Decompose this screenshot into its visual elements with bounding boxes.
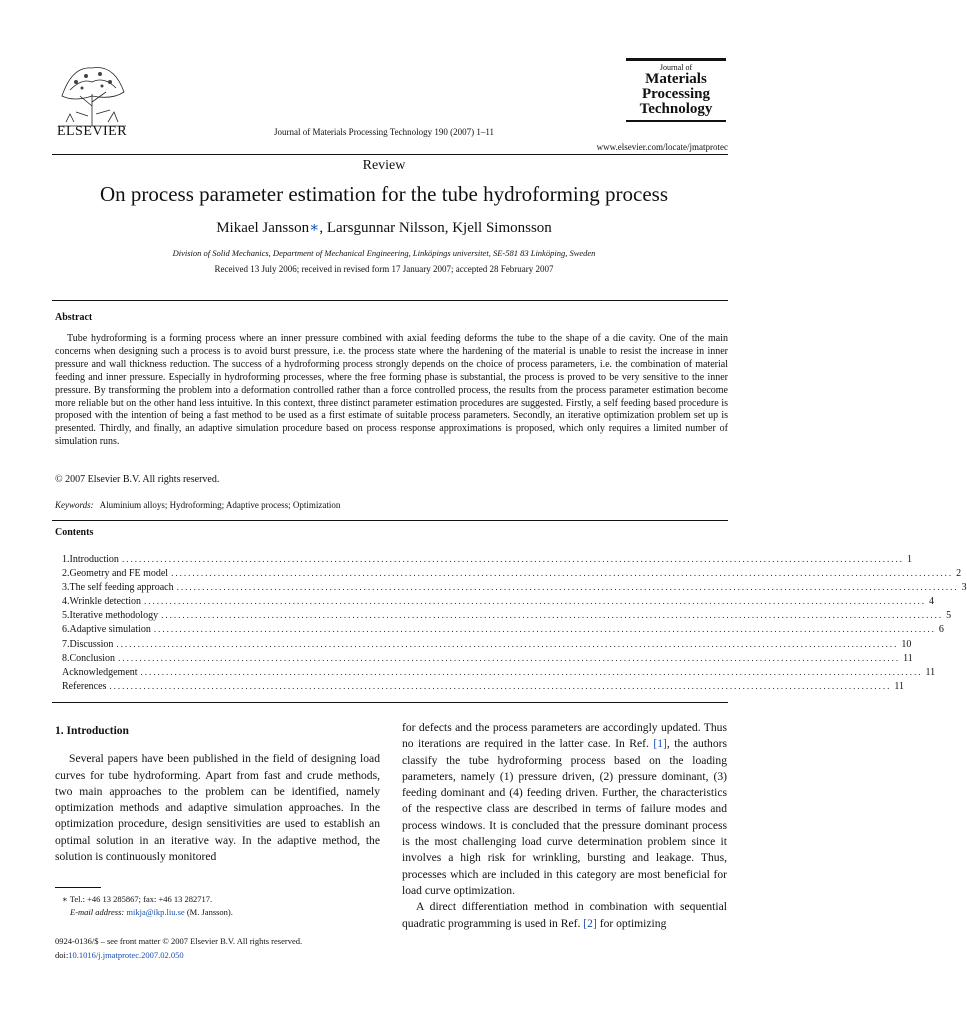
contents-top-rule [52, 520, 728, 521]
email-link[interactable]: mikja@ikp.liu.se [126, 907, 185, 917]
journal-box-small: Journal of [659, 63, 693, 72]
doi-line [55, 949, 302, 963]
toc-item[interactable] [62, 624, 944, 638]
toc-leader: ........................................................................................................................................................................................ [118, 652, 901, 663]
front-matter [55, 935, 302, 962]
journal-box-rule-bottom [626, 120, 726, 122]
toc-number: 7. [62, 638, 70, 650]
toc-label: The self feeding approach [69, 582, 174, 594]
toc-label: References [62, 680, 107, 692]
toc-page: 6 [938, 624, 944, 636]
toc-label: Conclusion [69, 652, 116, 664]
citation-link[interactable]: [1] [653, 737, 667, 751]
toc-leader: ........................................................................................................................................................................................ [121, 554, 904, 564]
intro-paragraph-continued [402, 720, 727, 899]
body-column-right [402, 720, 727, 932]
body-column-left [55, 720, 380, 865]
journal-url[interactable]: www.elsevier.com/locate/jmatprotec [596, 142, 728, 152]
paragraph-text: for defects and the process parameters are accordingly updated. Thus no iterations are required in the latter case. In Ref. [402, 721, 727, 751]
header-divider [52, 154, 728, 155]
toc-leader: ........................................................................................................................................................................................ [161, 610, 944, 621]
issn-line: 0924-0136/$ – see front matter © 2007 Elsevier B.V. All rights reserved. [55, 936, 303, 946]
table-of-contents [62, 554, 967, 695]
contents-heading: Contents [55, 527, 94, 538]
paragraph-text: A direct differentiation method in combination with sequential quadratic programming is used in Ref. [402, 900, 727, 930]
authors-rest: , Larsgunnar Nilsson, Kjell Simonsson [319, 220, 552, 236]
toc-number: 6. [62, 624, 70, 636]
toc-page: 11 [925, 666, 936, 678]
toc-leader: ........................................................................................................................................................................................ [109, 680, 892, 691]
keywords [55, 500, 340, 510]
toc-label: Wrinkle detection [69, 596, 142, 608]
paragraph-text: for optimizing [596, 916, 667, 930]
toc-number: 4. [62, 596, 70, 608]
toc-number: 5. [62, 610, 70, 622]
article-authors [0, 218, 768, 237]
intro-paragraph-2 [402, 899, 727, 932]
abstract-body: Tube hydroforming is a forming process where an inner pressure combined with axial feeding deforms the tube to the shape of a die cavity. One of the main concerns when designing such a process is to avoid burst pressure, i.e. the process state where the hardening of the material is unable to resist the increase in inner pressure and wall thickness reduction. The success of a hydroforming process strongly depends on the choice of process parameters, i.e. the combination of material feeding and inner pressure. Especially in hydroforming processes, where the free forming phase is substantial, the process is proved to be very sensitive to the inner pressure. By transforming the problem into a deformation controlled rather than a force controlled process, the results from the process parameter estimation become more reliable but on the other hand less intuitive. In this context, three distinct parameter estimation procedures are suggested. Firstly, a self feeding based procedure is proposed with the intention of being a fast method to be used as a first estimate of suitable process parameters. Secondly, an iterative optimization problem set up is presented. Thirdly, and finally, an adaptive simulation procedure based on process response approximations is proposed, which only requires a limited number of simulation runs. [55, 333, 728, 448]
abstract-heading: Abstract [55, 312, 93, 323]
toc-leader: ........................................................................................................................................................................................ [176, 582, 959, 593]
abstract-top-rule [52, 300, 728, 301]
received-dates: Received 13 July 2006; received in revised form 17 January 2007; accepted 28 February 2007 [214, 264, 554, 274]
footnote-email [62, 906, 233, 919]
email-suffix: (M. Jansson). [184, 907, 233, 917]
affiliation: Division of Solid Mechanics, Department of Mechanical Engineering, Linköpings universitet, SE-581 83 Linköping, Sweden [172, 248, 596, 258]
toc-item[interactable] [62, 554, 912, 568]
article-title: On process parameter estimation for the tube hydroforming process [100, 182, 668, 206]
toc-item[interactable] [62, 582, 967, 596]
toc-number: 2. [62, 568, 70, 580]
toc-label: Discussion [69, 638, 114, 650]
footnote-mark: ∗ [62, 894, 68, 904]
footnote-rule [55, 887, 101, 888]
journal-citation: Journal of Materials Processing Technology 190 (2007) 1–11 [273, 127, 495, 137]
toc-page: 3 [961, 582, 967, 594]
toc-number: 1. [62, 554, 70, 565]
toc-leader: ........................................................................................................................................................................................ [171, 568, 954, 579]
toc-item[interactable] [62, 610, 952, 624]
toc-leader: ........................................................................................................................................................................................ [144, 596, 927, 607]
journal-box-line-1: Materials [645, 71, 707, 87]
toc-item[interactable] [62, 666, 936, 681]
elsevier-tree-logo-icon [52, 56, 132, 128]
publisher-name: ELSEVIER [56, 124, 128, 139]
toc-label: Introduction [69, 554, 119, 565]
toc-leader: ........................................................................................................................................................................................ [116, 638, 899, 649]
keywords-label: Keywords: [55, 500, 94, 510]
intro-paragraph: Several papers have been published in the field of designing load curves for tube hydroforming. Apart from fast and crude methods, two main approaches to the problem can be identified, namely optimization methods and adaptive simulation approaches. In the optimization procedure, design sensitivities are used to establish an optimal solution in an iterative way. In the adaptive method, the solution is continuously monitored [55, 752, 380, 864]
footnote-contact [62, 893, 233, 906]
toc-label: Iterative methodology [69, 610, 159, 622]
toc-item[interactable] [62, 596, 935, 610]
citation-link[interactable]: [2] [583, 916, 597, 930]
toc-page: 4 [929, 596, 935, 608]
toc-page: 5 [946, 610, 952, 622]
journal-box-line-3: Technology [639, 101, 713, 117]
journal-title-box [626, 58, 726, 122]
journal-box-line-2: Processing [641, 86, 711, 102]
keywords-list: Aluminium alloys; Hydroforming; Adaptive process; Optimization [99, 500, 341, 510]
toc-label: Adaptive simulation [69, 624, 151, 636]
toc-leader: ........................................................................................................................................................................................ [153, 624, 936, 635]
journal-box-rule [626, 58, 726, 61]
toc-page: 11 [894, 680, 905, 692]
toc-item[interactable] [62, 638, 912, 653]
email-label: E-mail address: [70, 907, 127, 917]
contents-bottom-rule [52, 702, 728, 703]
author-footnote [62, 893, 233, 919]
section-heading-introduction: 1. Introduction [55, 725, 129, 737]
article-type: Review [362, 158, 406, 173]
toc-page: 10 [901, 638, 912, 650]
toc-item[interactable] [62, 680, 905, 695]
toc-label: Geometry and FE model [69, 568, 169, 580]
author-footnote-mark[interactable]: ∗ [309, 220, 320, 236]
toc-item[interactable] [62, 652, 913, 667]
toc-leader: ........................................................................................................................................................................................ [140, 666, 923, 677]
doi-link[interactable]: 10.1016/j.jmatprotec.2007.02.050 [68, 949, 184, 960]
paragraph-text: , the authors classify the tube hydroforming process based on the loading parameters, namely (1) pressure driven, (2) pressure dominant, (3) feeding dominant and (4) feeding driven. Further, the characteristics of the respective class are described in terms of failure modes and process windows. It is concluded that the pressure dominant process is the most challenging load curve determination problem since it involves a high risk for wrinkling, bursting and leakage. Thus, processes which are included in this category are most beneficial for load curve optimization. [402, 737, 728, 897]
toc-label: Acknowledgement [62, 666, 138, 678]
footnote-tel: Tel.: +46 13 285867; fax: +46 13 282717. [67, 894, 213, 904]
toc-page: 2 [956, 568, 962, 580]
toc-item[interactable] [62, 568, 962, 582]
toc-number: 3. [62, 582, 70, 594]
toc-page: 1 [906, 554, 912, 565]
author-first: Mikael Jansson [216, 220, 310, 236]
doi-label: doi: [55, 949, 69, 960]
toc-page: 11 [903, 652, 913, 664]
toc-number: 8. [62, 652, 70, 664]
abstract-copyright: © 2007 Elsevier B.V. All rights reserved. [55, 474, 220, 485]
